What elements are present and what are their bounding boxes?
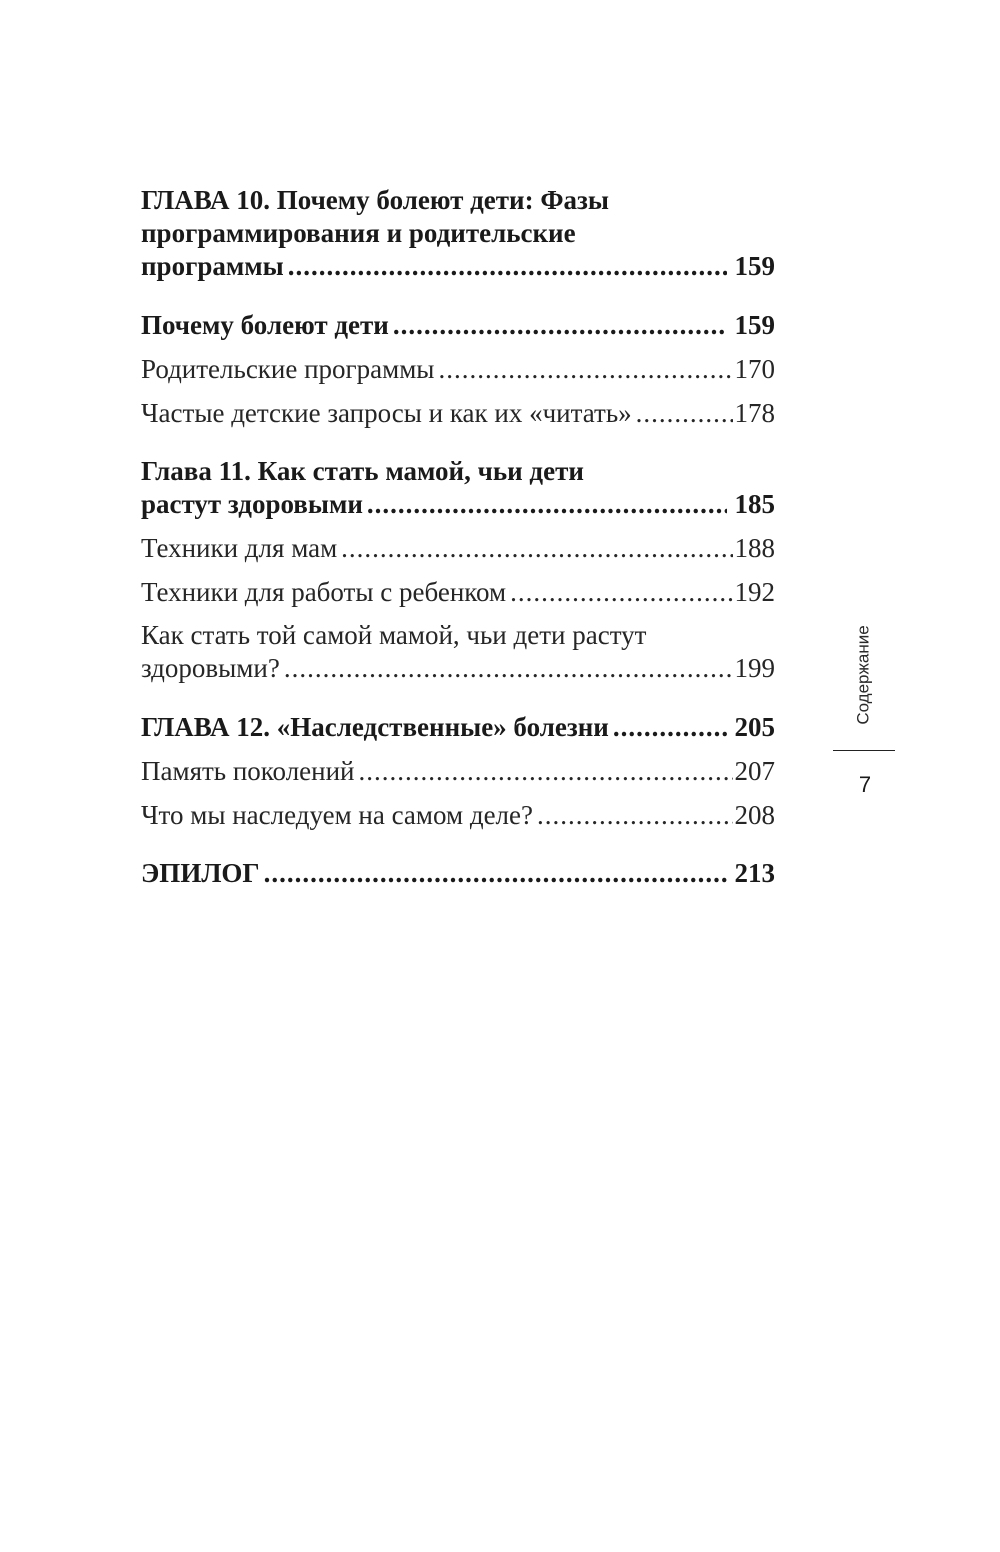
toc-entry-epilogue[interactable] [141,857,775,890]
toc-page-number: 170 [734,354,775,384]
toc-entry-subsection[interactable] [141,799,775,832]
toc-page-number: 208 [734,800,775,830]
dot-leader [359,755,733,788]
toc-page-number: 159 [734,251,775,281]
toc-entry-chapter-11[interactable] [141,455,775,521]
toc-entry-text: Что мы наследуем на самом деле? [141,800,533,830]
toc-entry-text: Почему болеют дети [141,310,389,340]
toc-page-number: 178 [734,398,775,428]
dot-leader [438,353,732,386]
toc-entry-text: Частые детские запросы и как их «читать» [141,398,632,428]
toc-entry-subsection[interactable] [141,576,775,609]
toc-entry-text: здоровыми? [141,653,280,683]
dot-leader [367,488,727,521]
toc-entry-text: Родительские программы [141,354,435,384]
toc-entry-text: Как стать той самой мамой, чьи дети растут [141,620,647,650]
toc-page-number: 188 [734,533,775,563]
toc-page-number: 185 [734,489,775,519]
divider [833,750,895,751]
dot-leader [510,576,732,609]
running-section-label [848,620,880,730]
toc-entry-chapter-10[interactable] [141,184,775,283]
toc-entry-section[interactable] [141,309,775,342]
toc-entry-chapter-12[interactable] [141,711,775,744]
toc-entry-text: Глава 11. Как стать мамой, чьи дети [141,456,584,486]
dot-leader [613,711,727,744]
section-label-text: Содержание [854,625,874,725]
toc-entry-text: Память поколений [141,756,355,786]
toc-page-number: 199 [734,653,775,683]
toc-entry-text: программирования и родительские [141,218,576,248]
toc-page-number: 207 [734,756,775,786]
dot-leader [537,799,733,832]
toc-entry-text: ЭПИЛОГ [141,858,260,888]
toc-entry-text: растут здоровыми [141,489,363,519]
toc-page-number: 213 [734,858,775,888]
toc-page-number: 205 [734,712,775,742]
toc-entry-text: Техники для мам [141,533,338,563]
toc-entry-text: ГЛАВА 10. Почему болеют дети: Фазы [141,185,609,215]
dot-leader [341,532,732,565]
dot-leader [636,397,733,430]
toc-entry-text: Техники для работы с ребенком [141,577,507,607]
toc-entry-subsection[interactable] [141,755,775,788]
toc-entry-text: ГЛАВА 12. «Наследственные» болезни [141,712,609,742]
toc-entry-subsection[interactable] [141,353,775,386]
toc-entry-text: программы [141,251,284,281]
dot-leader [264,857,727,890]
toc-entry-subsection[interactable] [141,397,775,430]
toc-entry-subsection[interactable] [141,619,775,685]
page-number: 7 [858,772,872,797]
dot-leader [284,652,733,685]
toc-page-number: 192 [734,577,775,607]
toc-page-number: 159 [734,310,775,340]
toc-entry-subsection[interactable] [141,532,775,565]
dot-leader [288,250,727,283]
dot-leader [393,309,727,342]
